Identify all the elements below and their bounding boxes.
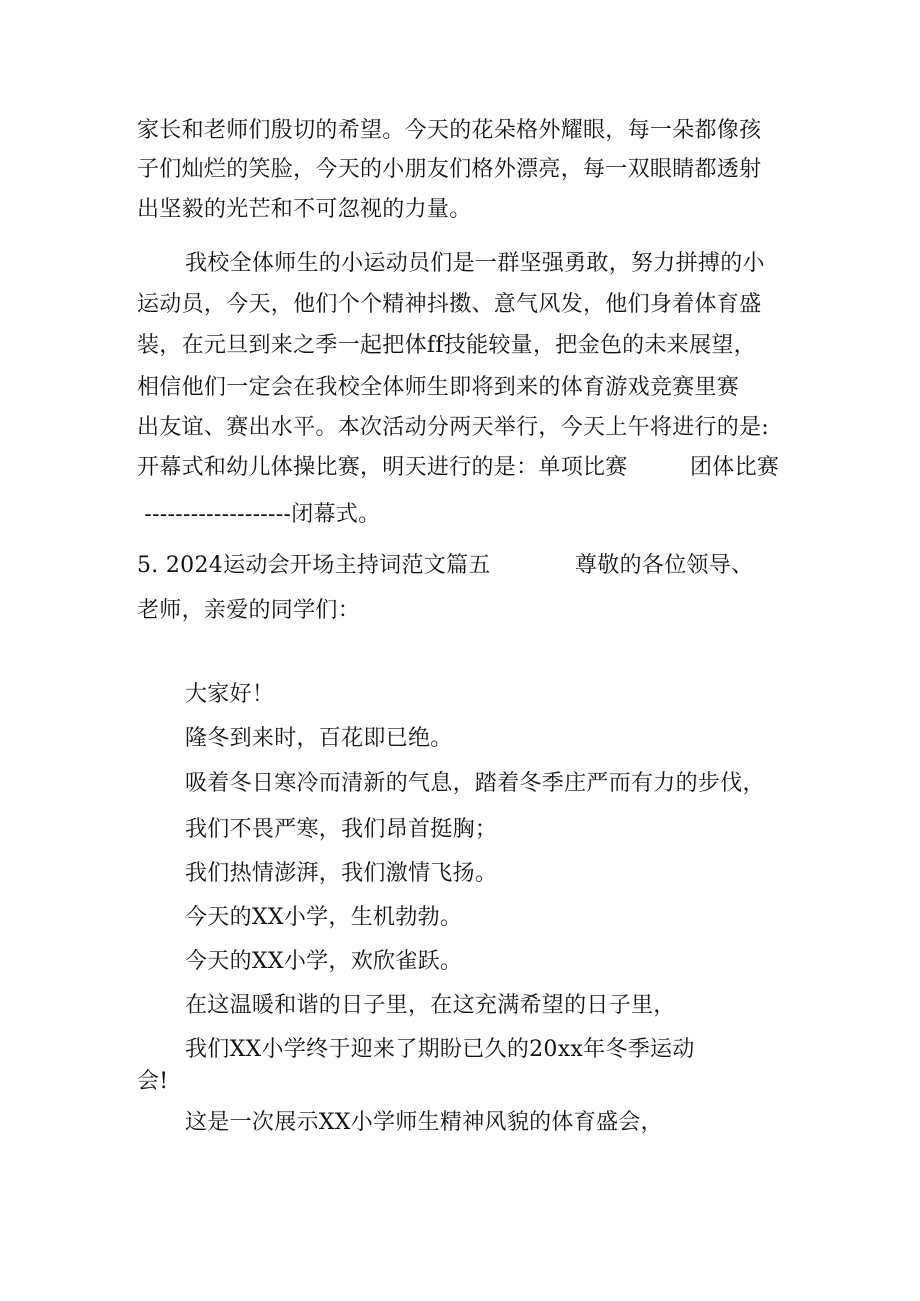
paragraph-line: 团体比赛 — [690, 455, 780, 480]
paragraph-line: 装，在元旦到来之季一起把体ff技能较量，把金色的未来展望， — [137, 333, 756, 358]
speech-line: 今天的XX小学，欢欣雀跃。 — [185, 949, 463, 974]
speech-line: 我们不畏严寒，我们昂首挺胸； — [185, 817, 498, 842]
paragraph-line: 出友谊、赛出水平。本次活动分两天举行，今天上午将进行的是: — [137, 415, 770, 440]
speech-line: 在这温暖和谐的日子里，在这充满希望的日子里， — [185, 993, 676, 1018]
paragraph-line: 子们灿烂的笑脸，今天的小朋友们格外漂亮，每一双眼睛都透射 — [137, 157, 762, 182]
speech-line: 我们XX小学终于迎来了期盼已久的20xx年冬季运动 — [185, 1037, 695, 1062]
paragraph-line: 开幕式和幼儿体操比赛，明天进行的是：单项比赛 — [137, 455, 628, 480]
salutation: 尊敬的各位领导、 — [575, 553, 754, 578]
paragraph-line: 我校全体师生的小运动员们是一群坚强勇敢，努力拼搏的小 — [185, 251, 765, 276]
speech-line: 这是一次展示XX小学师生精神风貌的体育盛会， — [185, 1110, 663, 1135]
speech-line: 我们热情澎湃，我们激情飞扬。 — [185, 861, 498, 886]
speech-line: 大家好！ — [185, 682, 275, 707]
speech-line: 吸着冬日寒冷而清新的气息，踏着冬季庄严而有力的步伐， — [185, 771, 765, 796]
paragraph-line: 出坚毅的光芒和不可忽视的力量。 — [137, 197, 472, 222]
salutation-continued: 老师，亲爱的同学们： — [137, 598, 361, 623]
section-heading: 5. 2024运动会开场主持词范文篇五 — [137, 553, 491, 578]
speech-line: 隆冬到来时，百花即已绝。 — [185, 726, 453, 751]
speech-line: 今天的XX小学，生机勃勃。 — [185, 905, 463, 930]
paragraph-line: 相信他们一定会在我校全体师生即将到来的体育游戏竞赛里赛 — [137, 375, 740, 400]
speech-line: 会! — [137, 1069, 169, 1094]
paragraph-line: 家长和老师们殷切的希望。今天的花朵格外耀眼，每一朵都像孩 — [137, 118, 762, 143]
paragraph-line: 运动员，今天，他们个个精神抖擞、意气风发，他们身着体育盛 — [137, 292, 762, 317]
paragraph-line: -------------------闭幕式。 — [137, 502, 381, 527]
